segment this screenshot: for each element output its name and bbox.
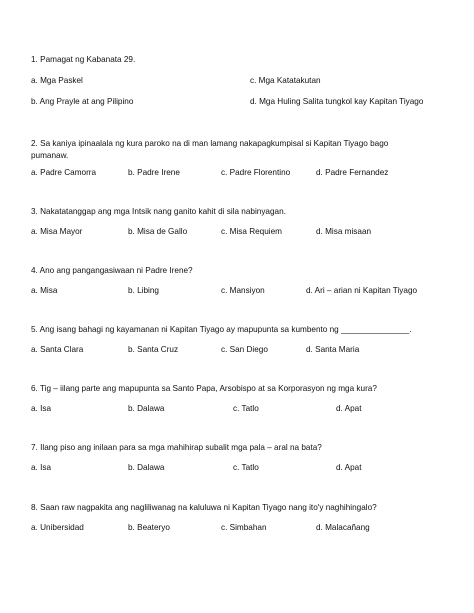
question-4-choices [31,285,451,297]
choice-b: b. Ang Prayle at ang Pilipino [31,97,134,106]
choice-c: c. Misa Requiem [221,227,282,236]
choice-a: a. Misa Mayor [31,227,83,236]
choice-d: d. Ari – arian ni Kapitan Tiyago [306,286,418,295]
choice-d: d. Apat [336,404,362,413]
choice-b: b. Padre Irene [128,168,180,177]
question-1-choices-row-1 [31,75,451,87]
choice-a: a. Mga Paskel [31,76,83,85]
choice-a: a. Isa [31,404,52,413]
choice-c: c. Simbahan [221,523,267,532]
choice-c: c. Padre Florentino [221,168,291,177]
choice-d: d. Malacañang [316,523,370,532]
question-5-prompt: 5. Ang isang bahagi ng kayamanan ni Kapitan Tiyago ay mapupunta sa kumbento ng _______________. [31,325,412,334]
question-5-choices [31,344,451,356]
question-6-choices [31,403,451,415]
question-3-choices [31,226,451,238]
question-1-prompt: 1. Pamagat ng Kabanata 29. [31,55,136,64]
choice-a: a. Padre Camorra [31,168,97,177]
choice-d: d. Santa Maria [306,345,360,354]
question-3-prompt: 3. Nakatatanggap ang mga Intsik nang ganito kahit di sila nabinyagan. [31,207,286,216]
choice-b: b. Beateryo [128,523,170,532]
question-4-prompt: 4. Ano ang pangangasiwaan ni Padre Irene? [31,266,193,275]
choice-c: c. San Diego [221,345,268,354]
question-2-choices [31,167,451,179]
question-2-prompt: 2. Sa kaniya ipinaalala ng kura paroko na di man lamang nakapagkumpisal si Kapitan Tiyago bago pumanaw. [31,139,389,160]
choice-d: d. Mga Huling Salita tungkol kay Kapitan Tiyago [250,97,424,106]
choice-b: b. Dalawa [128,463,165,472]
choice-b: b. Santa Cruz [128,345,179,354]
choice-a: a. Santa Clara [31,345,84,354]
choice-c: c. Tatlo [233,463,259,472]
choice-a: a. Isa [31,463,52,472]
question-8-prompt: 8. Saan raw nagpakita ang nagliliwanag na kaluluwa ni Kapitan Tiyago nang ito'y naghihingalo? [31,503,377,512]
choice-b: b. Dalawa [128,404,165,413]
choice-b: b. Misa de Gallo [128,227,188,236]
choice-c: c. Tatlo [233,404,259,413]
question-7-choices [31,462,451,474]
choice-d: d. Misa misaan [316,227,372,236]
question-1-choices-row-2 [31,96,451,108]
choice-b: b. Libing [128,286,159,295]
choice-a: a. Misa [31,286,58,295]
question-8-choices [31,522,451,534]
choice-a: a. Unibersidad [31,523,84,532]
choice-c: c. Mga Katatakutan [250,76,321,85]
choice-c: c. Mansiyon [221,286,265,295]
question-7-prompt: 7. Ilang piso ang inilaan para sa mga mahihirap subalit mga pala – aral na bata? [31,443,322,452]
choice-d: d. Padre Fernandez [316,168,389,177]
choice-d: d. Apat [336,463,362,472]
question-6-prompt: 6. Tig – iilang parte ang mapupunta sa Santo Papa, Arsobispo at sa Korporasyon ng mga kura? [31,384,377,393]
